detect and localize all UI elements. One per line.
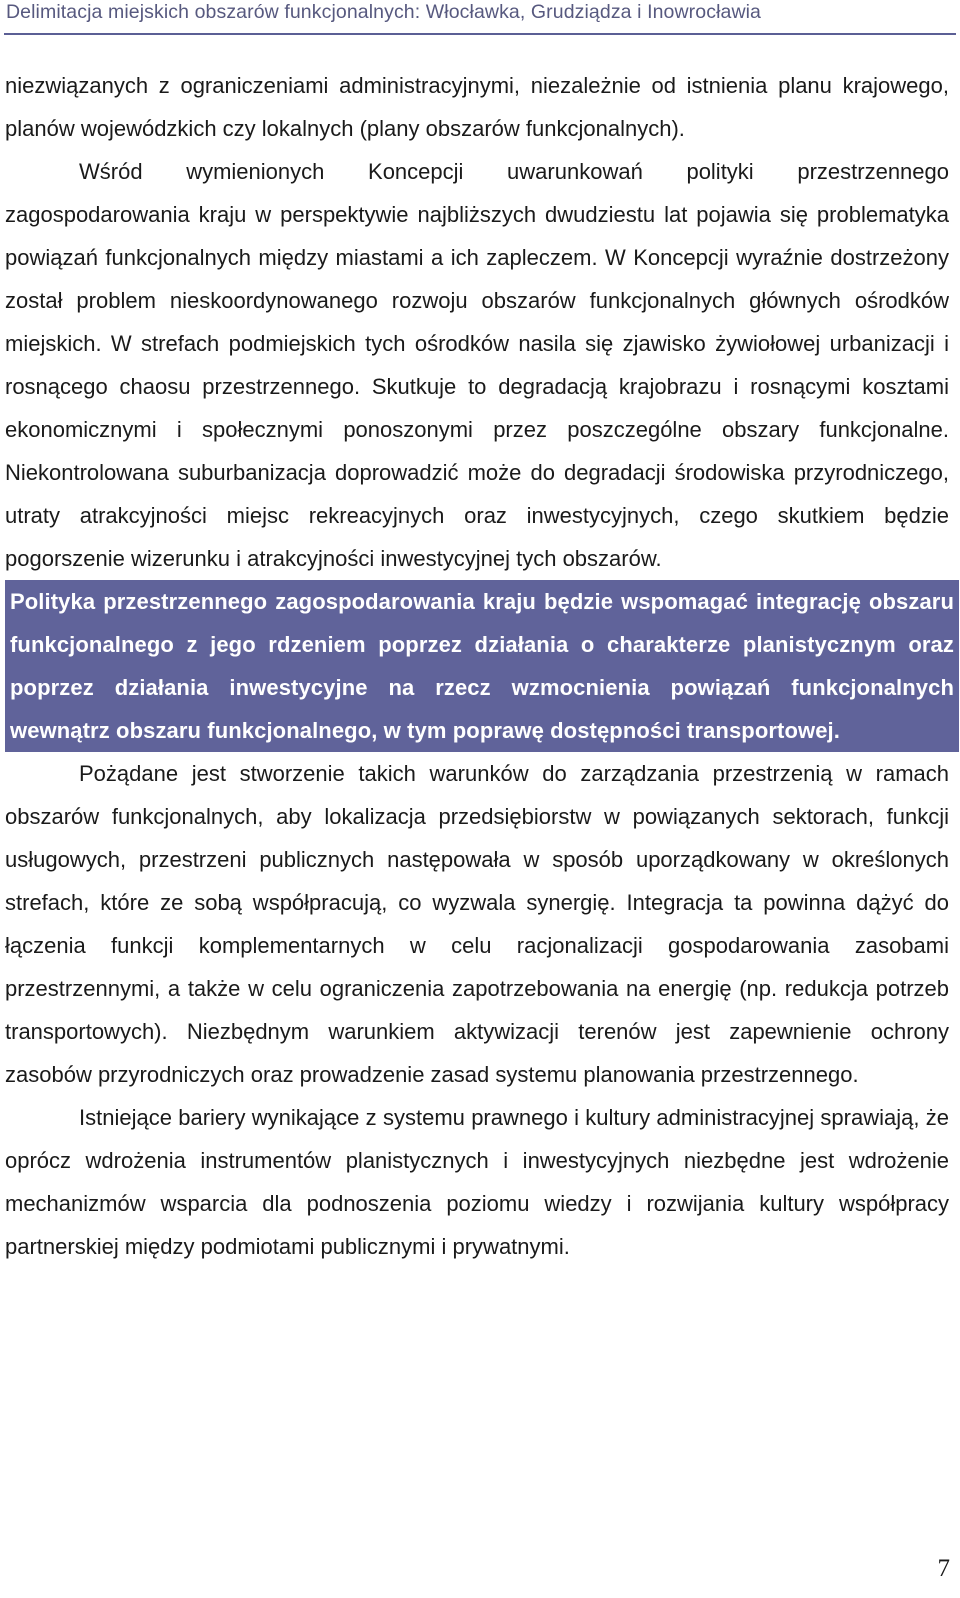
page-header — [4, 0, 956, 35]
paragraph-2: Wśród wymienionych Koncepcji uwarunkowań polityki przestrzennego zagospodarowania kraju w perspektywie najbliższych dwudziestu lat pojawia się problematyka powiązań funkcjonalnych między miastami a ich zapleczem. W Koncepcji wyraźnie dostrzeżony został problem nieskoordynowanego rozwoju obszarów funkcjonalnych głównych ośrodków miejskich. W strefach podmiejskich tych ośrodków nasila się zjawisko żywiołowej urbanizacji i rosnącego chaosu przestrzennego. Skutkuje to degradacją krajobrazu i rosnącymi kosztami ekonomicznymi i społecznymi ponoszonymi przez poszczególne obszary funkcjonalne. Niekontrolowana suburbanizacja doprowadzić może do degradacji środowiska przyrodniczego, utraty atrakcyjności miejsc rekreacyjnych oraz inwestycyjnych, czego skutkiem będzie pogorszenie wizerunku i atrakcyjności inwestycyjnej tych obszarów. — [5, 159, 949, 571]
paragraph-1: niezwiązanych z ograniczeniami administracyjnymi, niezależnie od istnienia planu krajowego, planów wojewódzkich czy lokalnych (plany obszarów funkcjonalnych). — [5, 73, 949, 141]
document-title: Delimitacja miejskich obszarów funkcjonalnych: Włocławka, Grudziądza i Inowrocławia — [6, 1, 762, 23]
document-body — [5, 64, 954, 1268]
highlighted-statement: Polityka przestrzennego zagospodarowania kraju będzie wspomagać integrację obszaru funkcjonalnego z jego rdzeniem poprzez działania o charakterze planistycznym oraz poprzez działania inwestycyjne na rzecz wzmocnienia powiązań funkcjonalnych wewnątrz obszaru funkcjonalnego, w tym poprawę dostępności transportowej. — [5, 580, 959, 752]
paragraph-3: Pożądane jest stworzenie takich warunków do zarządzania przestrzenią w ramach obszarów funkcjonalnych, aby lokalizacja przedsiębiorstw w powiązanych sektorach, funkcji usługowych, przestrzeni publicznych następowała w sposób uporządkowany w określonych strefach, które ze sobą współpracują, co wyzwala synergię. Integracja ta powinna dążyć do łączenia funkcji komplementarnych w celu racjonalizacji gospodarowania zasobami przestrzennymi, a także w celu ograniczenia zapotrzebowania na energię (np. redukcja potrzeb transportowych). Niezbędnym warunkiem aktywizacji terenów jest zapewnienie ochrony zasobów przyrodniczych oraz prowadzenie zasad systemu planowania przestrzennego. — [5, 761, 949, 1087]
paragraph-4: Istniejące bariery wynikające z systemu prawnego i kultury administracyjnej sprawiają, że oprócz wdrożenia instrumentów planistycznych i inwestycyjnych niezbędne jest wdrożenie mechanizmów wsparcia dla podnoszenia poziomu wiedzy i rozwijania kultury współpracy partnerskiej między podmiotami publicznymi i prywatnymi. — [5, 1105, 949, 1259]
page-number: 7 — [937, 1555, 950, 1582]
